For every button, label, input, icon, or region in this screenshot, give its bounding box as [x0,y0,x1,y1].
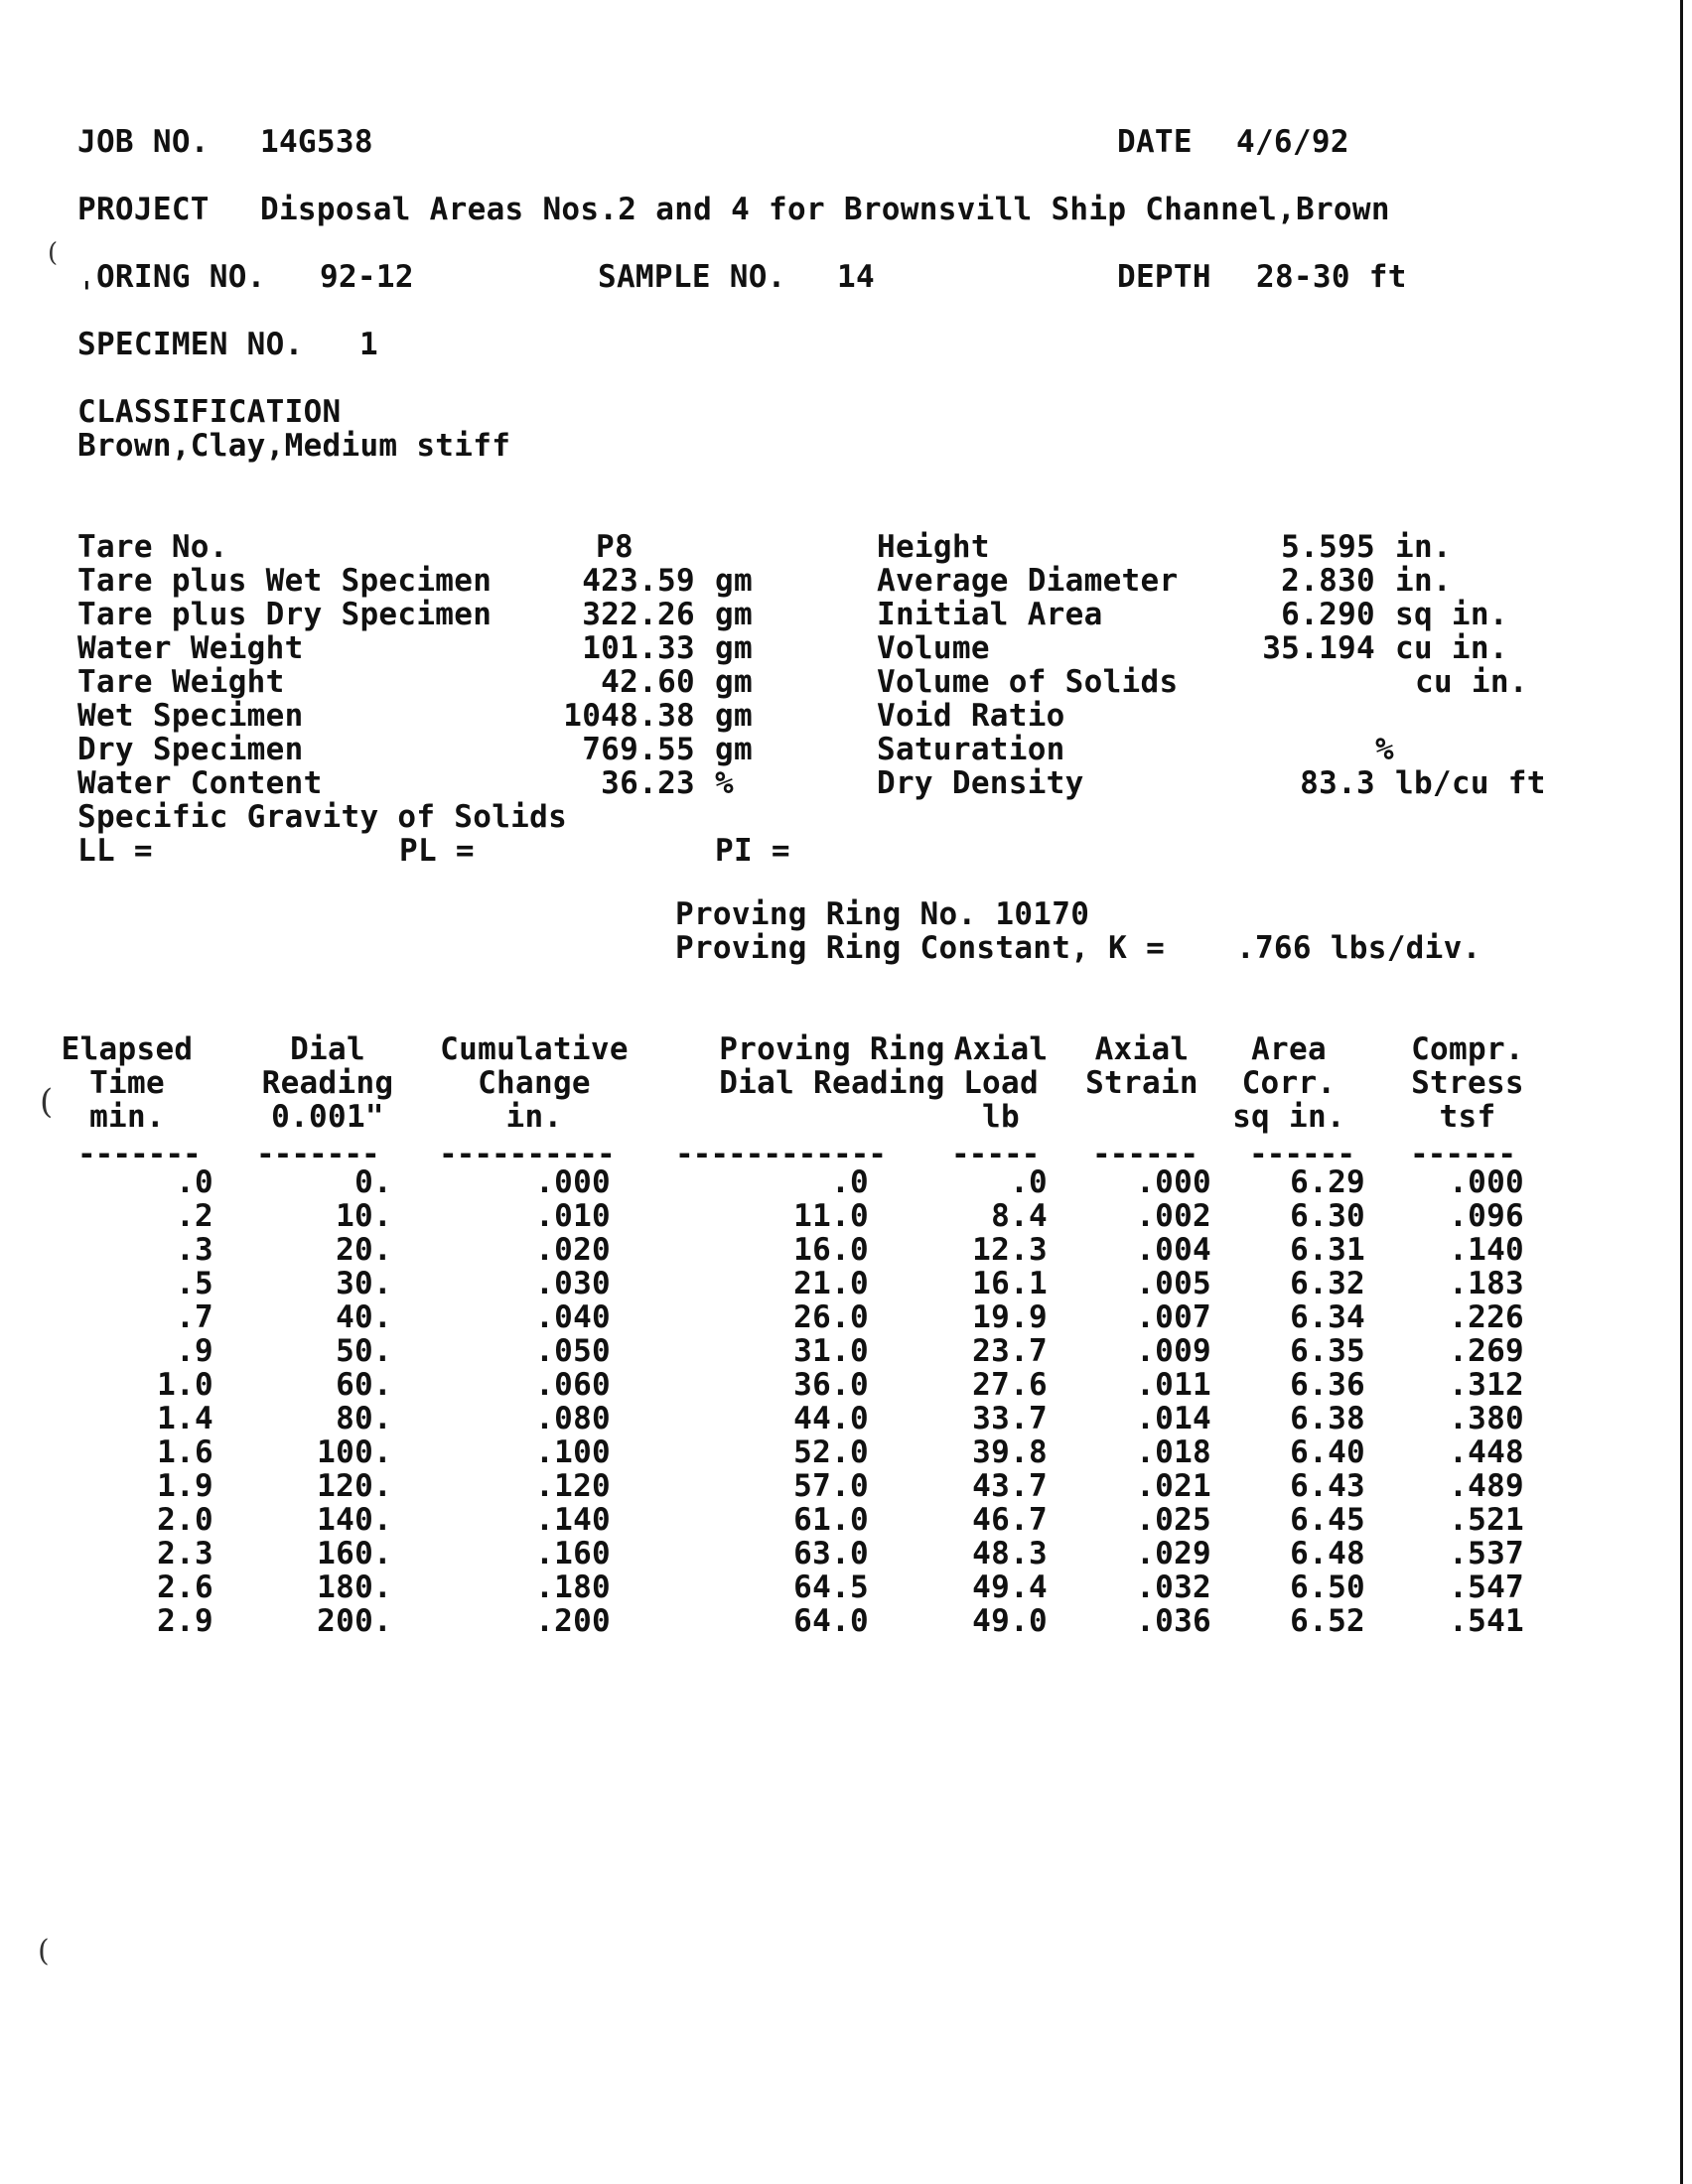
table-cell: .018 [1136,1434,1211,1470]
table-cell: 6.32 [1290,1266,1365,1301]
table-cell: 6.36 [1290,1367,1365,1403]
table-header-cell: Stress [1411,1065,1524,1101]
table-cell: 49.4 [972,1570,1048,1605]
table-cell: 80. [336,1401,392,1436]
job-label: JOB NO. [77,124,210,160]
table-cell: 49.0 [972,1603,1048,1639]
table-header-separator: ------- [77,1137,201,1172]
table-cell: 52.0 [793,1434,869,1470]
prop-label: Tare plus Wet Specimen [77,563,493,599]
table-cell: 20. [336,1232,392,1268]
prop-label: Initial Area [877,597,1103,632]
table-header-cell: Axial [1094,1031,1190,1067]
prop-unit: cu in. [1395,630,1508,666]
table-cell: 23.7 [972,1333,1048,1369]
table-cell: 6.35 [1290,1333,1365,1369]
table-cell: 44.0 [793,1401,869,1436]
prop-label: Water Content [77,765,323,801]
table-header-separator: ----- [951,1137,1040,1172]
table-cell: .030 [535,1266,611,1301]
prop-label: Tare No. [77,529,228,565]
table-header-cell: Area [1251,1031,1327,1067]
table-cell: 2.0 [157,1502,213,1538]
prop-unit: cu in. [1415,664,1528,700]
table-header-separator: ------ [1410,1137,1515,1172]
table-cell: .140 [1449,1232,1524,1268]
table-cell: 120. [317,1468,392,1504]
table-header-cell: Time [89,1065,165,1101]
table-cell: 16.1 [972,1266,1048,1301]
table-cell: 48.3 [972,1536,1048,1571]
table-cell: .5 [176,1266,213,1301]
table-header-cell: tsf [1439,1099,1496,1135]
prop-label: Tare Weight [77,664,285,700]
table-header-cell: in. [505,1099,563,1135]
table-cell: 160. [317,1536,392,1571]
specimen-label: SPECIMEN NO. [77,327,304,362]
prop-label: Water Weight [77,630,304,666]
table-cell: .3 [176,1232,213,1268]
table-header-cell: lb [982,1099,1020,1135]
proving-ring-number: Proving Ring No. 10170 [675,896,1090,932]
table-cell: 140. [317,1502,392,1538]
prop-unit: gm [715,563,753,599]
prop-unit: sq in. [1395,597,1508,632]
table-header-cell: Dial [290,1031,365,1067]
table-cell: 6.29 [1290,1164,1365,1200]
prop-label: Volume [877,630,990,666]
job-number: 14G538 [260,124,373,160]
proving-ring-constant-value: .766 lbs/div. [1236,930,1481,966]
prop-label: Dry Specimen [77,732,304,767]
table-cell: .004 [1136,1232,1211,1268]
margin-mark: ( [40,1082,54,1122]
table-cell: 21.0 [793,1266,869,1301]
prop-value: 35.194 [1262,630,1375,666]
prop-label: Height [877,529,990,565]
table-cell: 6.48 [1290,1536,1365,1571]
table-cell: .000 [535,1164,611,1200]
table-cell: .000 [1136,1164,1211,1200]
prop-value: 423.59 [582,563,695,599]
table-cell: .080 [535,1401,611,1436]
prop-value: 5.595 [1281,529,1375,565]
table-cell: 2.9 [157,1603,213,1639]
sample-label: SAMPLE NO. [598,259,786,295]
table-cell: 63.0 [793,1536,869,1571]
table-cell: .021 [1136,1468,1211,1504]
table-cell: 19.9 [972,1299,1048,1335]
prop-value: 83.3 [1300,765,1375,801]
table-cell: 6.34 [1290,1299,1365,1335]
table-header-cell: min. [89,1099,165,1135]
prop-value: 36.23 [601,765,695,801]
prop-label: Volume of Solids [877,664,1179,700]
table-cell: .007 [1136,1299,1211,1335]
table-header-cell: Change [478,1065,591,1101]
date-label: DATE [1117,124,1193,160]
table-cell: 6.40 [1290,1434,1365,1470]
table-header-separator: ------ [1092,1137,1198,1172]
table-cell: 1.6 [157,1434,213,1470]
table-cell: .096 [1449,1198,1524,1234]
prop-unit: gm [715,732,753,767]
table-cell: .000 [1449,1164,1524,1200]
table-header-cell: Axial [953,1031,1049,1067]
prop-label: Void Ratio [877,698,1065,734]
table-cell: 11.0 [793,1198,869,1234]
table-cell: .020 [535,1232,611,1268]
table-cell: 10. [336,1198,392,1234]
table-cell: 43.7 [972,1468,1048,1504]
table-cell: .521 [1449,1502,1524,1538]
table-cell: .9 [176,1333,213,1369]
table-header-separator: ------- [256,1137,379,1172]
table-cell: 50. [336,1333,392,1369]
table-cell: .050 [535,1333,611,1369]
table-cell: 180. [317,1570,392,1605]
table-cell: 200. [317,1603,392,1639]
table-header-cell: Load [963,1065,1039,1101]
proving-ring-constant-label: Proving Ring Constant, K = [675,930,1166,966]
prop-unit: gm [715,664,753,700]
table-cell: 61.0 [793,1502,869,1538]
table-cell: .200 [535,1603,611,1639]
depth-label: DEPTH [1117,259,1211,295]
table-cell: .180 [535,1570,611,1605]
table-cell: 40. [336,1299,392,1335]
table-cell: .160 [535,1536,611,1571]
table-cell: 12.3 [972,1232,1048,1268]
specific-gravity-label: Specific Gravity of Solids [77,799,568,835]
table-cell: .011 [1136,1367,1211,1403]
table-cell: 60. [336,1367,392,1403]
table-header-separator: ---------- [439,1137,615,1172]
margin-mark: ( [48,238,59,268]
table-cell: .140 [535,1502,611,1538]
table-cell: 6.38 [1290,1401,1365,1436]
table-cell: 1.0 [157,1367,213,1403]
table-cell: 16.0 [793,1232,869,1268]
project-label: PROJECT [77,192,210,227]
date-value: 4/6/92 [1236,124,1349,160]
prop-unit: lb/cu ft [1395,765,1546,801]
table-cell: 33.7 [972,1401,1048,1436]
table-header-cell: sq in. [1232,1099,1345,1135]
table-cell: .226 [1449,1299,1524,1335]
plastic-limit-label: PL = [399,833,475,869]
table-header-separator: ------------ [675,1137,886,1172]
table-cell: 8.4 [991,1198,1048,1234]
table-cell: 31.0 [793,1333,869,1369]
classification-label: CLASSIFICATION [77,394,342,430]
table-cell: .0 [831,1164,869,1200]
page-edge-line [1680,0,1683,2184]
classification-value: Brown,Clay,Medium stiff [77,428,511,464]
prop-value: 101.33 [582,630,695,666]
table-cell: .537 [1449,1536,1524,1571]
table-cell: 57.0 [793,1468,869,1504]
prop-unit: gm [715,630,753,666]
prop-value: P8 [596,529,634,565]
prop-unit: % [1375,732,1394,767]
table-cell: 2.3 [157,1536,213,1571]
table-cell: .014 [1136,1401,1211,1436]
table-cell: 64.0 [793,1603,869,1639]
table-cell: 1.9 [157,1468,213,1504]
prop-label: Saturation [877,732,1065,767]
prop-label: Average Diameter [877,563,1179,599]
table-header-cell: Cumulative [440,1031,629,1067]
table-cell: 39.8 [972,1434,1048,1470]
table-cell: 64.5 [793,1570,869,1605]
project-value: Disposal Areas Nos.2 and 4 for Brownsvill Ship Channel,Brown [260,192,1390,227]
table-cell: .380 [1449,1401,1524,1436]
prop-label: Wet Specimen [77,698,304,734]
table-cell: .2 [176,1198,213,1234]
prop-label: Tare plus Dry Specimen [77,597,493,632]
table-cell: 100. [317,1434,392,1470]
table-header-separator: ------ [1249,1137,1354,1172]
table-cell: 6.31 [1290,1232,1365,1268]
prop-unit: gm [715,698,753,734]
table-cell: .002 [1136,1198,1211,1234]
table-header-cell: Compr. [1411,1031,1524,1067]
table-header-cell: Strain [1085,1065,1198,1101]
table-cell: 0. [354,1164,392,1200]
table-cell: 6.30 [1290,1198,1365,1234]
table-cell: .0 [176,1164,213,1200]
table-cell: .040 [535,1299,611,1335]
prop-value: 769.55 [582,732,695,767]
prop-unit: in. [1395,529,1452,565]
table-cell: .0 [1010,1164,1048,1200]
prop-unit: gm [715,597,753,632]
table-cell: .312 [1449,1367,1524,1403]
table-cell: .005 [1136,1266,1211,1301]
table-cell: .7 [176,1299,213,1335]
table-header-cell: Reading [261,1065,394,1101]
plasticity-index-label: PI = [715,833,790,869]
table-cell: 27.6 [972,1367,1048,1403]
table-cell: .060 [535,1367,611,1403]
table-cell: .009 [1136,1333,1211,1369]
table-cell: 1.4 [157,1401,213,1436]
table-cell: 6.50 [1290,1570,1365,1605]
prop-value: 322.26 [582,597,695,632]
margin-mark: ( [38,1934,51,1969]
table-cell: 6.45 [1290,1502,1365,1538]
specimen-number: 1 [359,327,378,362]
table-cell: .025 [1136,1502,1211,1538]
table-cell: .036 [1136,1603,1211,1639]
table-cell: .120 [535,1468,611,1504]
table-cell: .183 [1449,1266,1524,1301]
table-cell: 46.7 [972,1502,1048,1538]
table-cell: 30. [336,1266,392,1301]
prop-value: 1048.38 [563,698,695,734]
table-cell: 6.52 [1290,1603,1365,1639]
liquid-limit-label: LL = [77,833,153,869]
table-cell: .547 [1449,1570,1524,1605]
table-header-cell: Elapsed [61,1031,194,1067]
sample-number: 14 [837,259,875,295]
table-cell: 36.0 [793,1367,869,1403]
table-cell: .100 [535,1434,611,1470]
table-cell: 2.6 [157,1570,213,1605]
table-cell: .029 [1136,1536,1211,1571]
boring-number: 92-12 [320,259,414,295]
table-header-cell: 0.001" [271,1099,384,1135]
table-cell: .269 [1449,1333,1524,1369]
table-cell: 26.0 [793,1299,869,1335]
table-header-cell: Corr. [1241,1065,1337,1101]
table-cell: .489 [1449,1468,1524,1504]
table-cell: .032 [1136,1570,1211,1605]
prop-unit: % [715,765,734,801]
table-header-cell: Proving Ring [719,1031,945,1067]
boring-label: ˌORING NO. [77,259,266,295]
prop-label: Dry Density [877,765,1084,801]
prop-value: 42.60 [601,664,695,700]
table-cell: .010 [535,1198,611,1234]
depth-value: 28-30 ft [1256,259,1407,295]
table-cell: .541 [1449,1603,1524,1639]
prop-value: 6.290 [1281,597,1375,632]
prop-unit: in. [1395,563,1452,599]
table-cell: .448 [1449,1434,1524,1470]
table-header-cell: Dial Reading [719,1065,945,1101]
prop-value: 2.830 [1281,563,1375,599]
table-cell: 6.43 [1290,1468,1365,1504]
